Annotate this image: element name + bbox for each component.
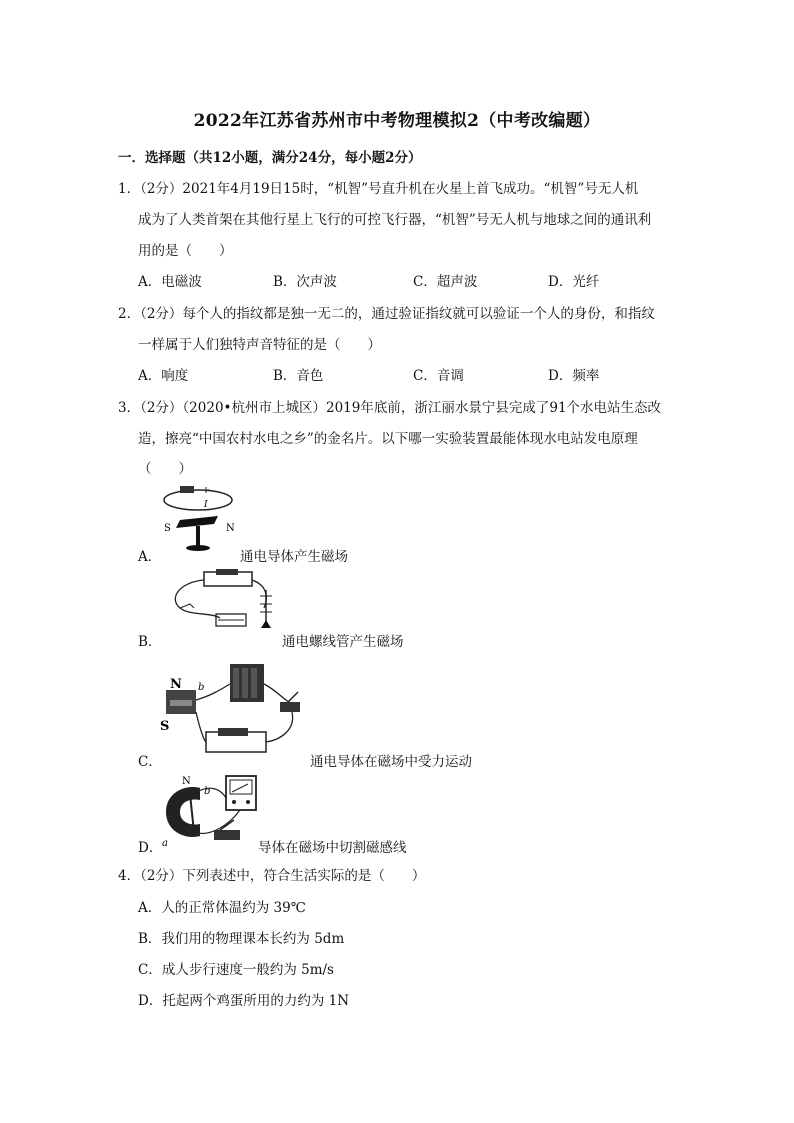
question-4-option-a: A．人的正常体温约为 39℃	[138, 900, 306, 916]
figure-c-north-label: N	[170, 677, 182, 692]
question-4-option-b: B．我们用的物理课本长约为 5dm	[138, 931, 345, 947]
solenoid-experiment-figure	[160, 568, 280, 638]
induction-experiment-figure	[160, 774, 260, 850]
question-3-line-1: 3．（2分）（2020•杭州市上城区）2019年底前，浙江丽水景宁县完成了91个水电站生态改	[118, 400, 662, 416]
figure-c-south-label: S	[160, 719, 170, 734]
question-2-line-1: 2．（2分）每个人的指纹都是独一无二的，通过验证指纹就可以验证一个人的身份，和指纹	[118, 306, 655, 322]
question-1-option-d: D．光纤	[548, 274, 600, 290]
question-4-option-d: D．托起两个鸡蛋所用的力约为 1N	[138, 993, 350, 1009]
question-1-option-b: B．次声波	[273, 274, 337, 290]
question-3-option-b-letter: B．	[138, 634, 162, 650]
question-1-option-c: C．超声波	[413, 274, 478, 290]
question-4-option-c: C．成人步行速度一般约为 5m/s	[138, 962, 334, 978]
figure-a-current-label: I	[204, 500, 208, 510]
question-3-option-d-letter: D．	[138, 840, 163, 856]
figure-a-north-label: N	[226, 523, 235, 534]
question-1-line-1: 1．（2分）2021年4月19日15时，“机智”号直升机在火星上首飞成功。“机智”号无人机	[118, 181, 639, 197]
oersted-experiment-figure	[160, 482, 236, 562]
question-2-option-a: A．响度	[138, 368, 189, 384]
page-title: 2022年江苏省苏州市中考物理模拟2（中考改编题）	[193, 111, 601, 131]
question-3-option-a-caption: 通电导体产生磁场	[240, 549, 348, 565]
figure-d-a-label: a	[162, 838, 168, 849]
question-3-option-a-letter: A．	[138, 549, 162, 565]
question-3-line-2: 造，擦亮“中国农村水电之乡”的金名片。以下哪一实验装置最能体现水电站发电原理	[138, 431, 638, 447]
question-2-option-d: D．频率	[548, 368, 600, 384]
question-2-line-2: 一样属于人们独特声音特征的是（ ）	[138, 337, 381, 353]
question-2-option-c: C．音调	[413, 368, 464, 384]
question-1-line-3: 用的是（ ）	[138, 243, 233, 259]
figure-a-south-label: S	[164, 523, 171, 534]
figure-d-b-label: b	[204, 786, 211, 797]
question-4-line-1: 4．（2分）下列表述中，符合生活实际的是（ ）	[118, 868, 426, 884]
question-3-option-c-caption: 通电导体在磁场中受力运动	[310, 754, 472, 770]
section-heading: 一．选择题（共12小题，满分24分，每小题2分）	[118, 150, 422, 166]
question-3-option-d-caption: 导体在磁场中切割磁感线	[258, 840, 407, 856]
question-1-line-2: 成为了人类首架在其他行星上飞行的可控飞行器，“机智”号无人机与地球之间的通讯利	[138, 212, 652, 228]
question-2-option-b: B．音色	[273, 368, 324, 384]
question-3-option-b-caption: 通电螺线管产生磁场	[282, 634, 404, 650]
question-3-option-c-letter: C．	[138, 754, 162, 770]
question-1-option-a: A．电磁波	[138, 274, 202, 290]
figure-c-b-label: b	[198, 682, 205, 693]
figure-d-north-label: N	[182, 776, 191, 787]
question-3-line-3: （ ）	[138, 461, 192, 477]
motor-experiment-figure	[160, 660, 306, 766]
